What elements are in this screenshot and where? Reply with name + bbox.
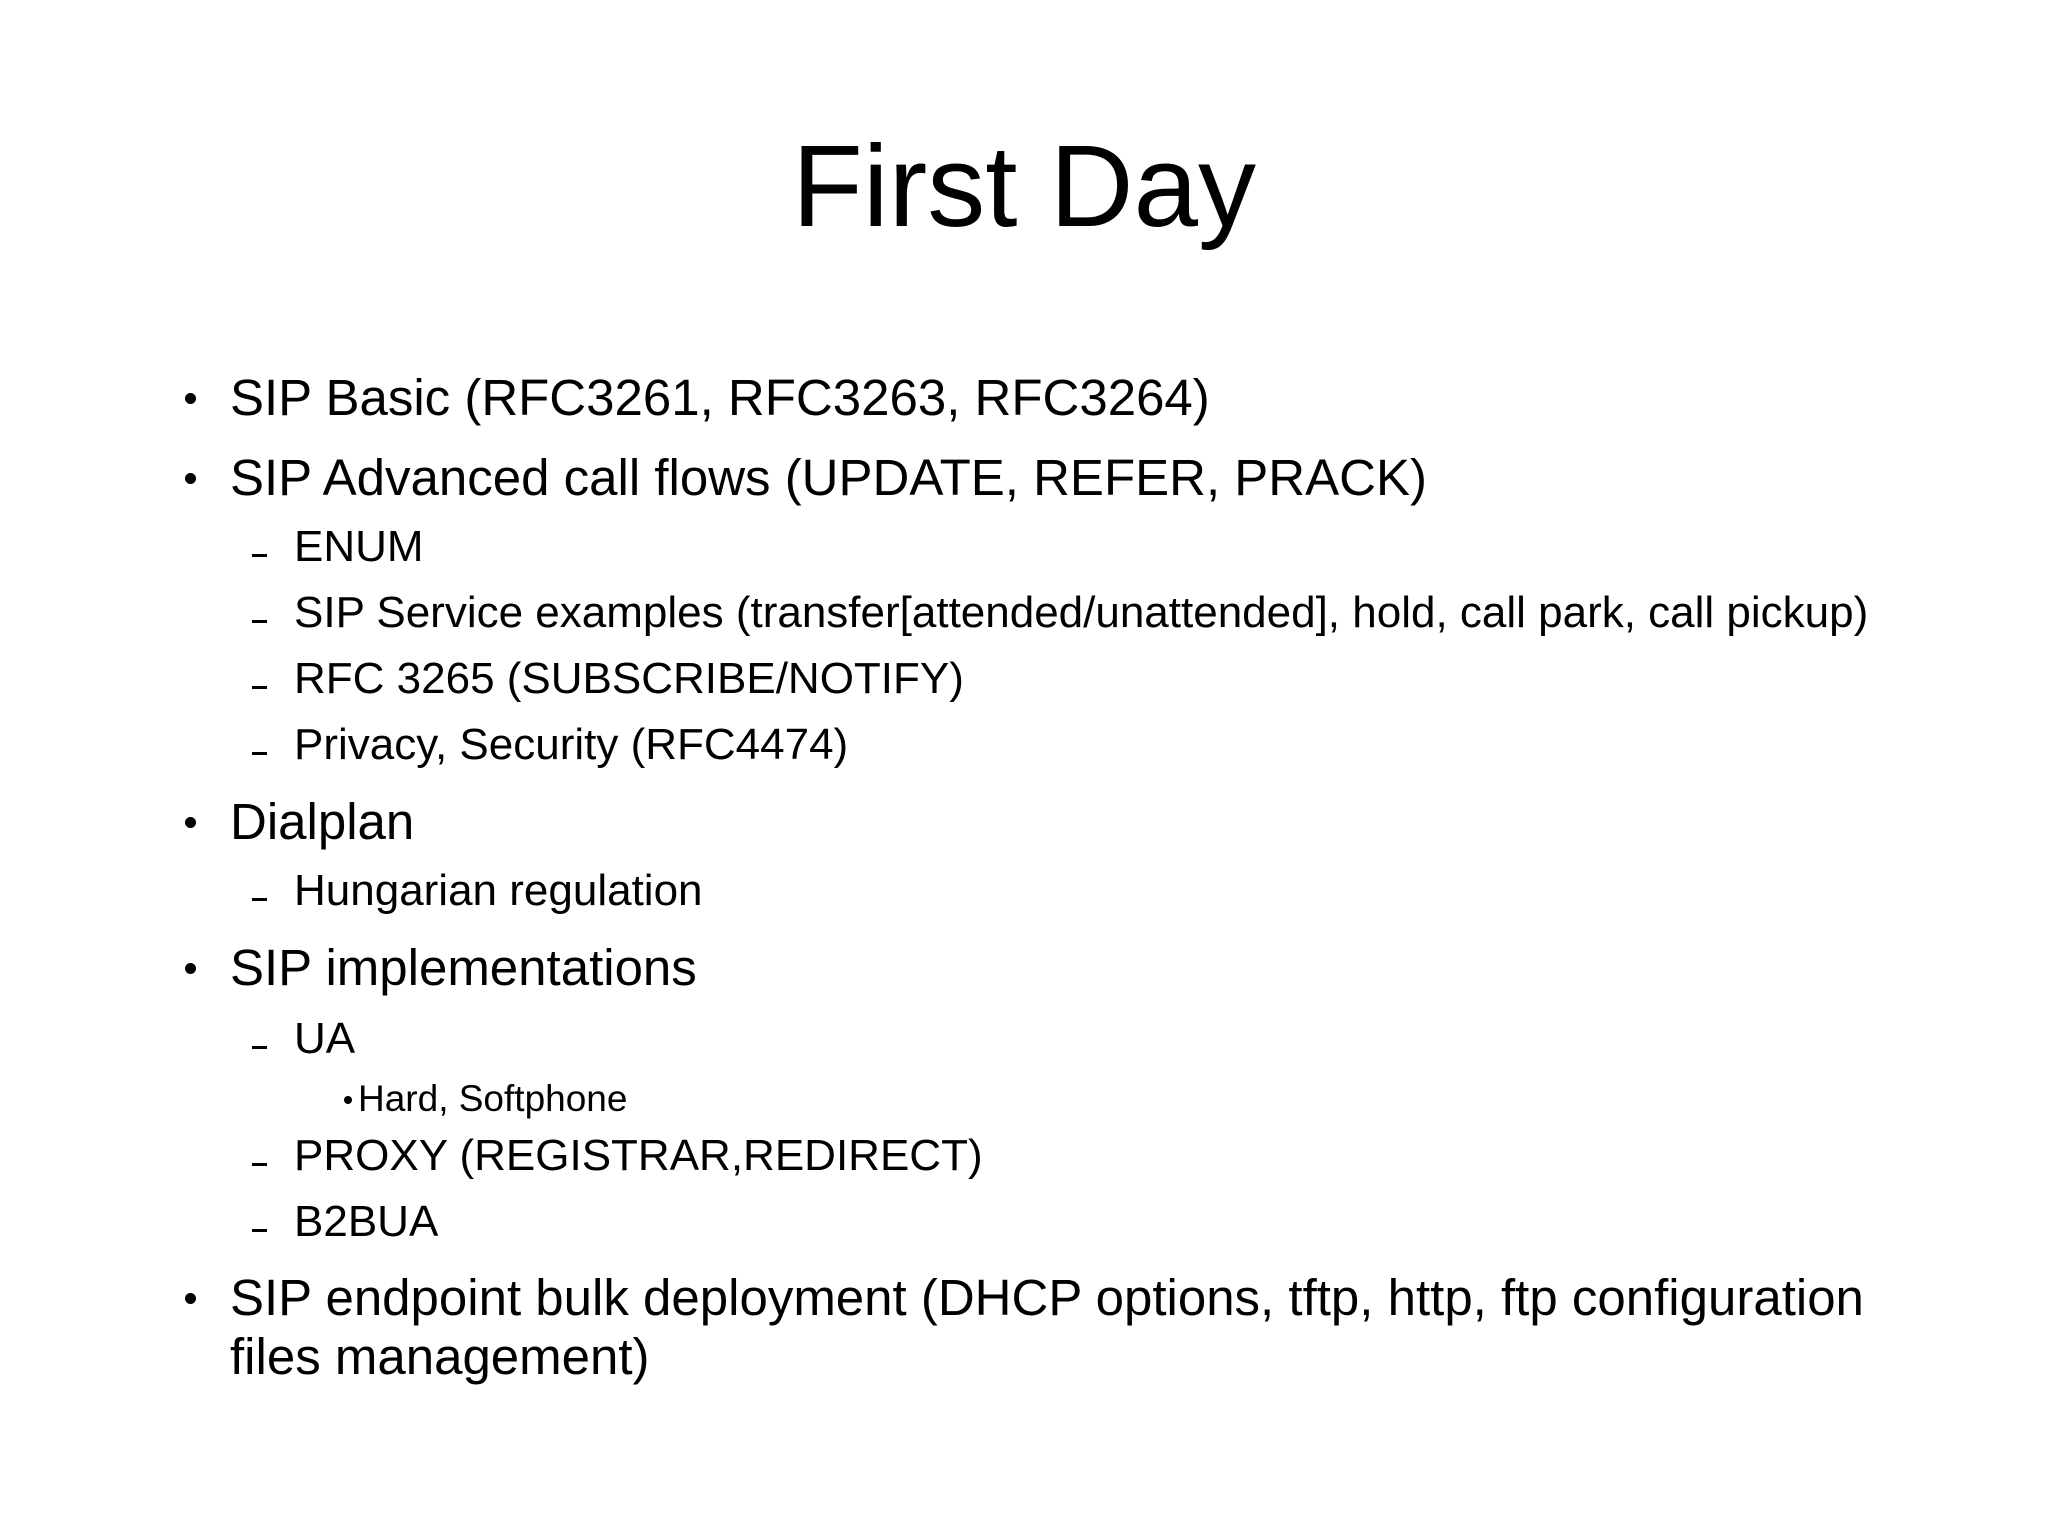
bullet-text: SIP implementations [230,939,697,996]
bullet-text: SIP Advanced call flows (UPDATE, REFER, PRACK) [230,449,1427,506]
dash-icon [252,898,267,901]
sub-sub-bullet-text: Hard, Softphone [358,1078,628,1119]
dash-icon [252,686,267,689]
sub-bullet-text: SIP Service examples (transfer[attended/unattended], hold, call park, call pickup) [294,588,1869,637]
dash-icon [252,752,267,755]
bullet-dot-icon [185,817,196,828]
bullet-text: Dialplan [230,793,415,850]
sub-bullet-text: ENUM [294,522,424,571]
sub-bullet-text: UA [294,1014,356,1063]
bullet-dot-icon [344,1096,352,1104]
dash-icon [252,1046,267,1049]
sub-bullet-text: PROXY (REGISTRAR,REDIRECT) [294,1131,983,1180]
bullet-text: files management) [230,1328,650,1385]
slide-title: First Day [792,121,1256,251]
sub-bullet-text: RFC 3265 (SUBSCRIBE/NOTIFY) [294,654,964,703]
sub-bullet-text: Privacy, Security (RFC4474) [294,720,849,769]
bullet-dot-icon [185,1293,196,1304]
bullet-text: SIP endpoint bulk deployment (DHCP options, tftp, http, ftp configuration [230,1269,1864,1326]
dash-icon [252,620,267,623]
bullet-dot-icon [185,473,196,484]
sub-bullet-text: Hungarian regulation [294,866,703,915]
bullet-text: SIP Basic (RFC3261, RFC3263, RFC3264) [230,369,1210,426]
dash-icon [252,554,267,557]
dash-icon [252,1229,267,1232]
bullet-dot-icon [185,963,196,974]
sub-bullet-text: B2BUA [294,1197,439,1246]
bullet-dot-icon [185,393,196,404]
dash-icon [252,1163,267,1166]
